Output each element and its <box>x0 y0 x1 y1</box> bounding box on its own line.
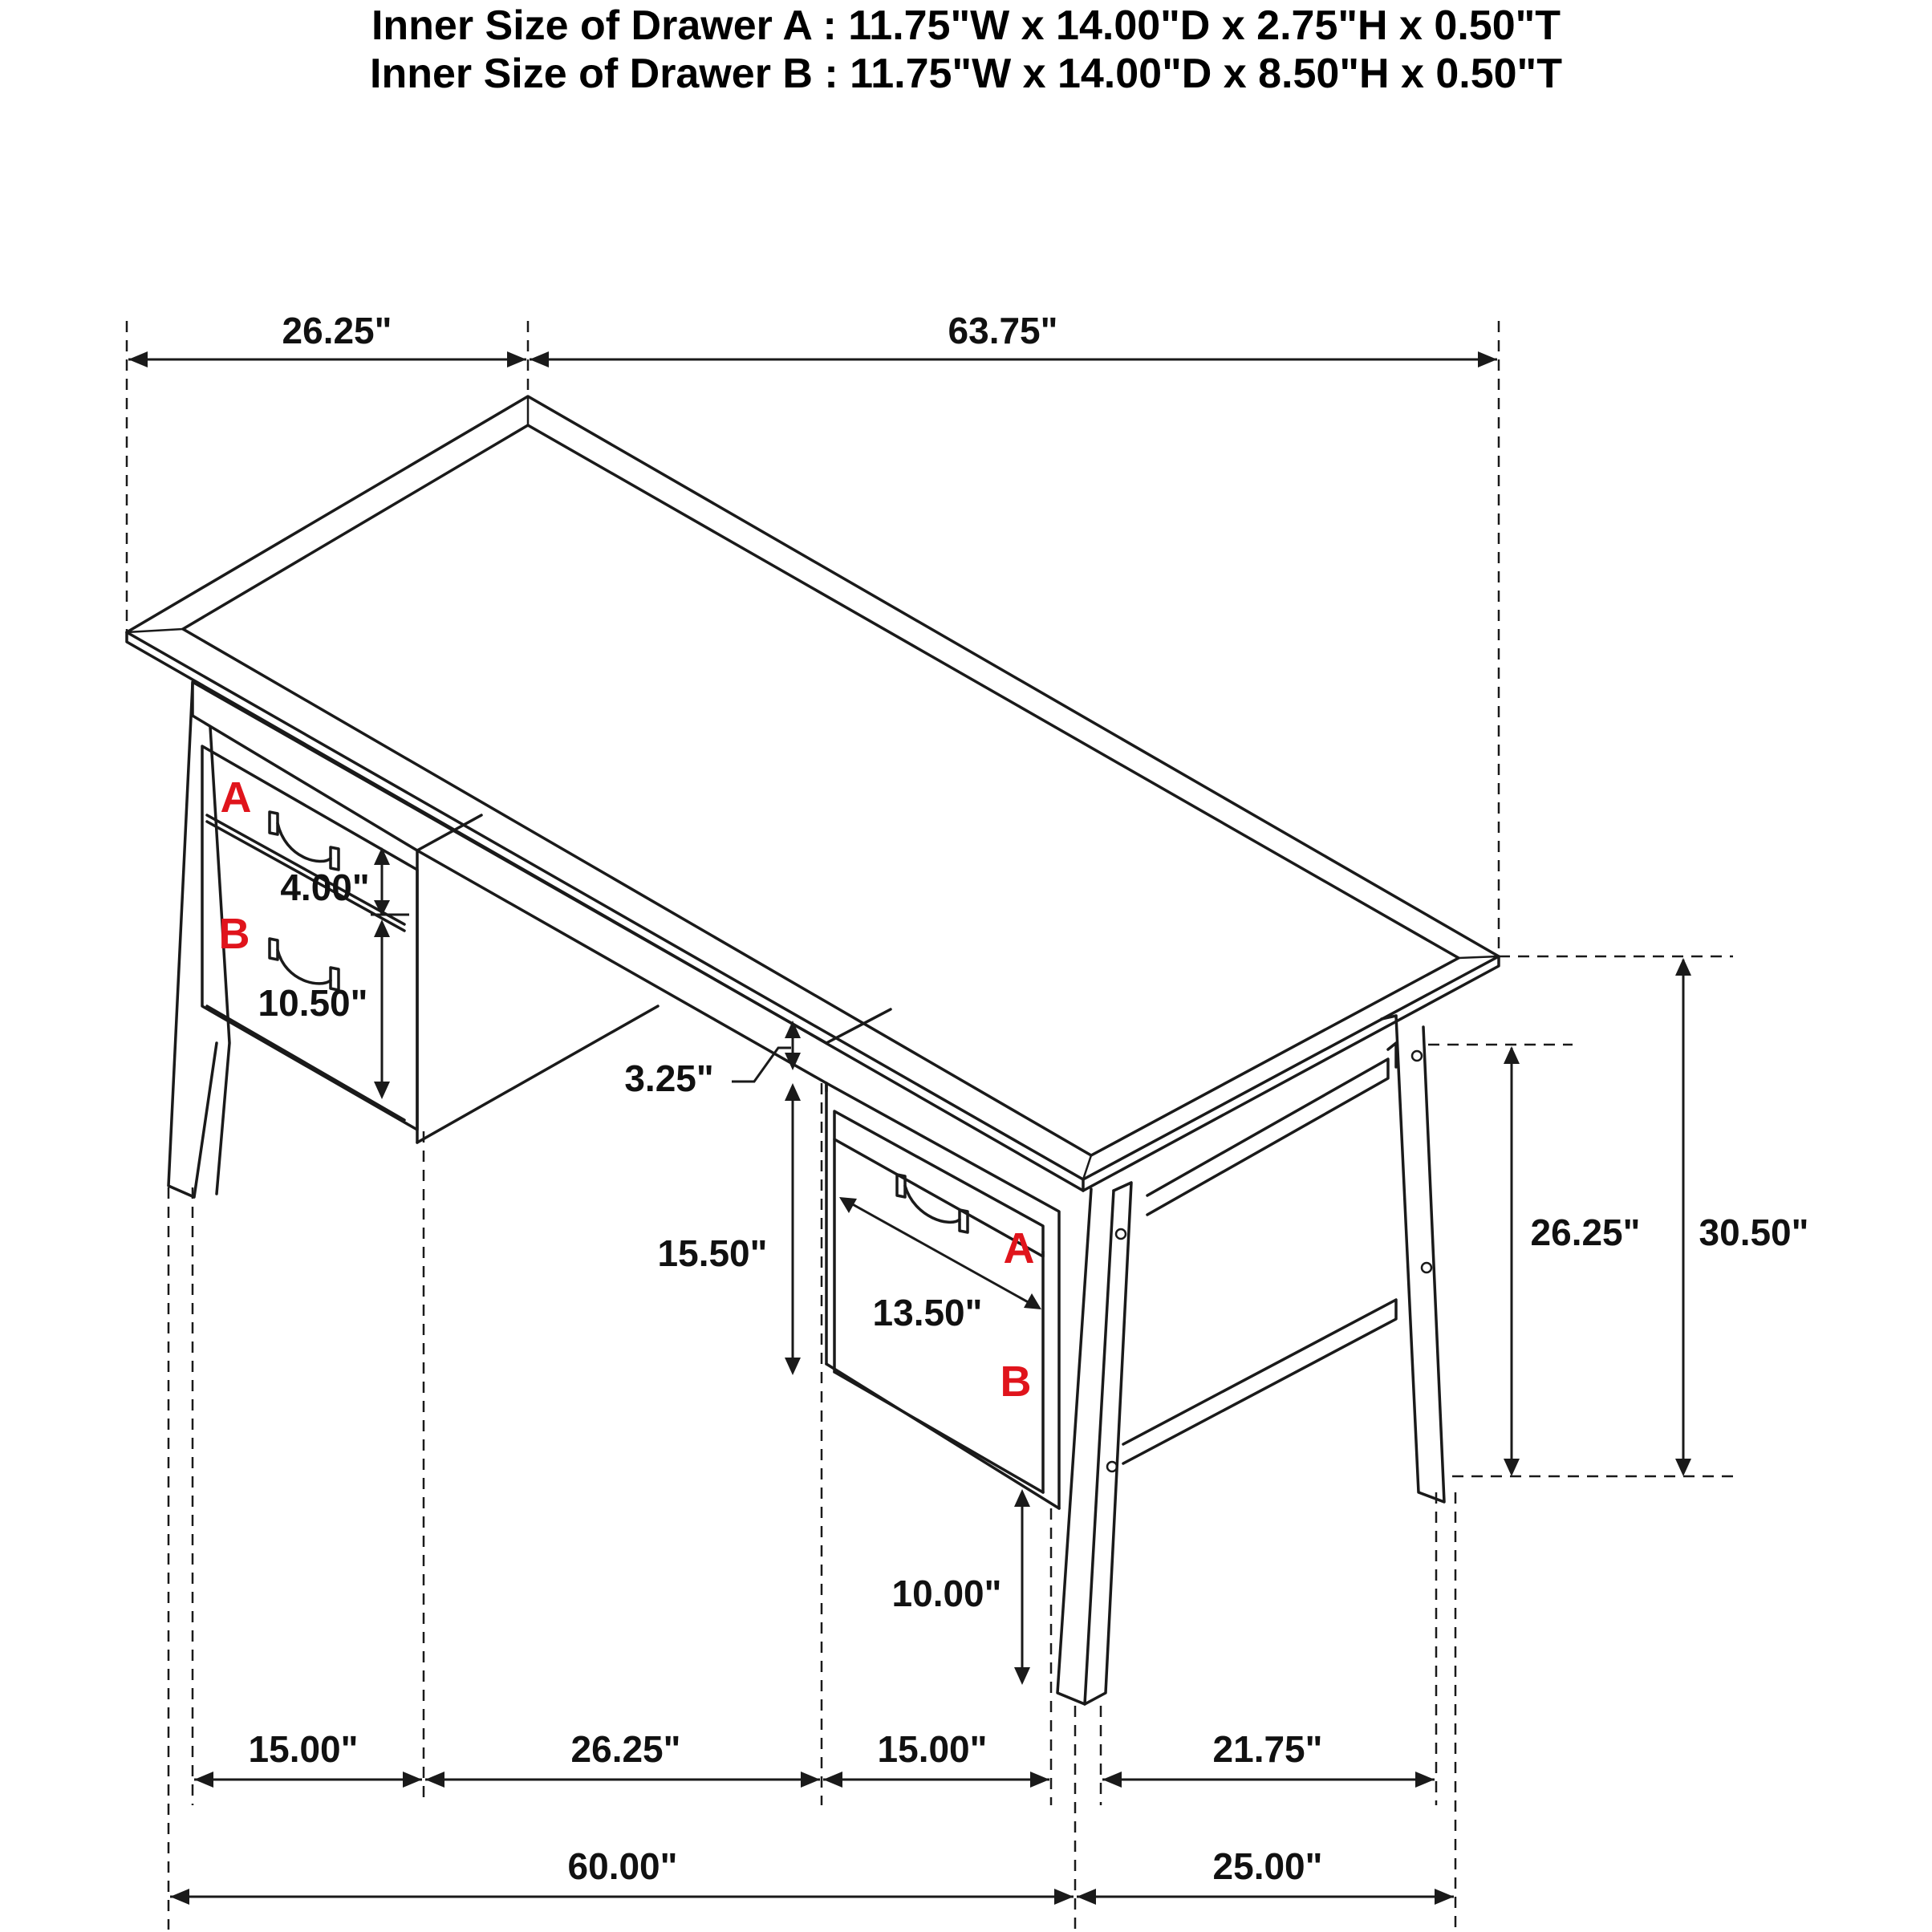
left-drawer-b-label: B <box>218 910 250 958</box>
top-depth-dimension: 26.25" <box>282 310 392 351</box>
overall-width-dimension: 60.00" <box>567 1845 678 1887</box>
extension-lines <box>127 321 1733 1930</box>
desk-top <box>127 396 1499 1191</box>
rail-height-dimension: 26.25" <box>1530 1212 1641 1253</box>
side-depth-dimension: 21.75" <box>1212 1728 1323 1770</box>
drawer-a-inner-size: Inner Size of Drawer A : 11.75"W x 14.00"D x 2.75"H x 0.50"T <box>371 2 1561 49</box>
overall-height-dimension: 30.50" <box>1699 1212 1809 1253</box>
knee-width-dimension: 26.25" <box>570 1728 681 1770</box>
right-drawer-b-label: B <box>1000 1358 1032 1406</box>
knee-height-dimension: 15.50" <box>657 1232 768 1274</box>
top-width-dimension: 63.75" <box>948 310 1058 351</box>
floor-clearance-dimension: 10.00" <box>891 1573 1002 1614</box>
overall-depth-dimension: 25.00" <box>1212 1845 1323 1887</box>
drawer-a-height-dimension: 4.00" <box>280 867 370 908</box>
apron-height-dimension: 3.25" <box>624 1057 714 1099</box>
right-drawer-a-label: A <box>1003 1224 1035 1272</box>
drawer-b-height-dimension: 10.50" <box>258 982 368 1024</box>
left-drawer-a-label: A <box>220 773 252 822</box>
drawer-b-inner-size: Inner Size of Drawer B : 11.75"W x 14.00"D x 8.50"H x 0.50"T <box>370 51 1562 97</box>
right-pedestal-width-dimension: 15.00" <box>877 1728 988 1770</box>
left-pedestal-width-dimension: 15.00" <box>248 1728 359 1770</box>
drawer-depth-dimension: 13.50" <box>872 1292 983 1333</box>
